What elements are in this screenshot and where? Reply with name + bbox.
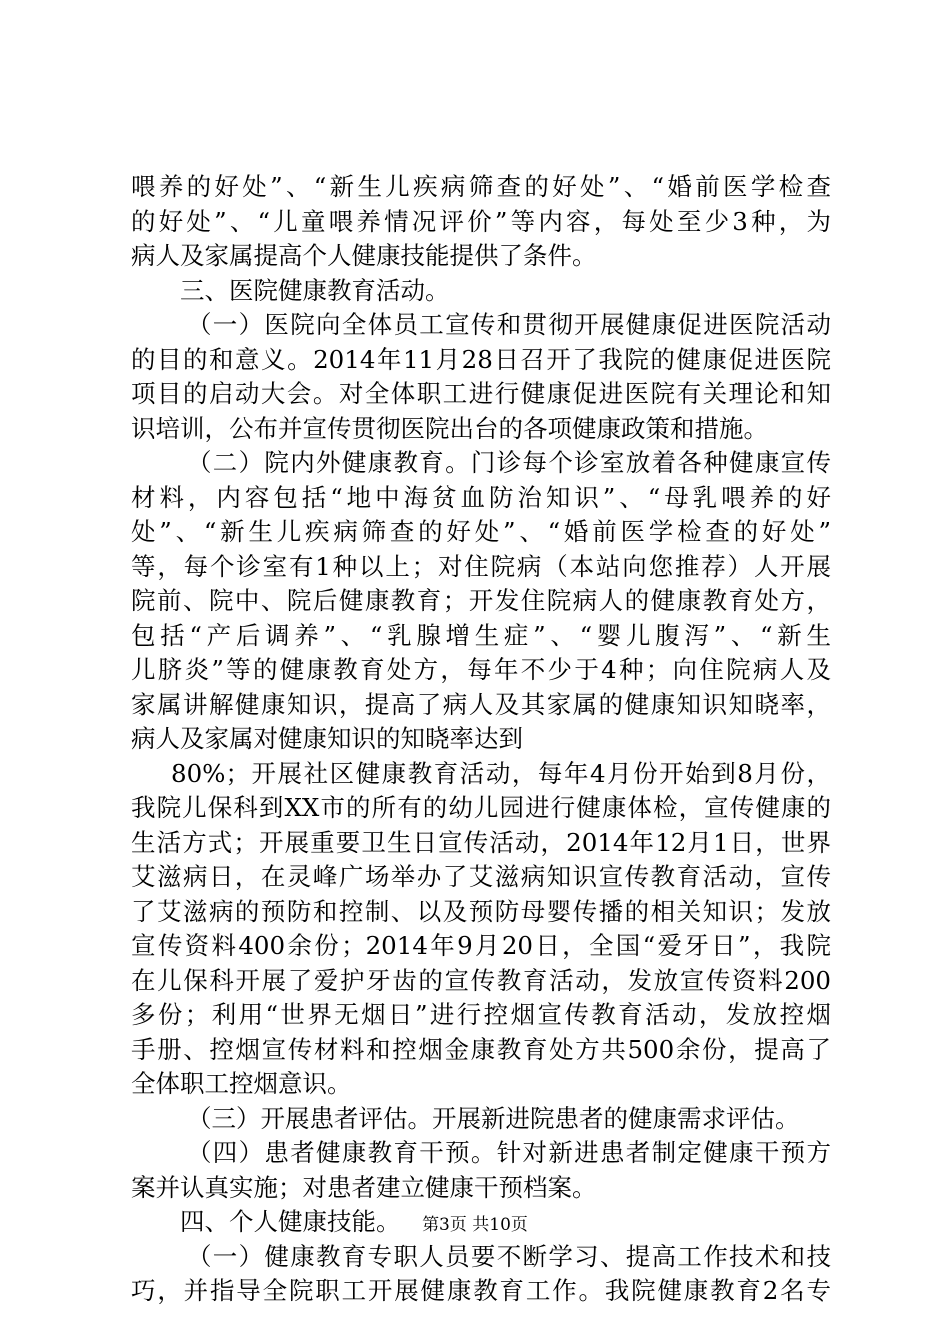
text-line: 院前、院中、院后健康教育；开发住院病人的健康教育处方，	[131, 586, 831, 615]
text-line: 我院儿保科到XX市的所有的幼儿园进行健康体检，宣传健康的	[131, 793, 831, 822]
text-line: 艾滋病日，在灵峰广场举办了艾滋病知识宣传教育活动，宣传	[131, 862, 831, 891]
paragraph-p4	[131, 757, 831, 1102]
text-line: 在儿保科开展了爱护牙齿的宣传教育活动，发放宣传资料200	[131, 965, 831, 995]
text-line: 宣传资料400余份；2014年9月20日，全国“爱牙日”，我院	[131, 931, 831, 960]
text-line: 包括“产后调养”、“乳腺增生症”、“婴儿腹泻”、“新生	[131, 620, 831, 650]
text-line: 处”、“新生儿疾病筛查的好处”、“婚前医学检查的好处”	[131, 517, 831, 546]
text-line: （一）健康教育专职人员要不断学习、提高工作技术和技	[187, 1241, 831, 1271]
text-line: （三）开展患者评估。开展新进院患者的健康需求评估。	[187, 1103, 800, 1133]
section-heading-3	[131, 274, 831, 309]
text-line: 全体职工控烟意识。	[131, 1069, 352, 1098]
text-line: 材料，内容包括“地中海贫血防治知识”、“母乳喂养的好	[131, 482, 831, 512]
text-line: 手册、控烟宣传材料和控烟金康教育处方共500余份，提高了	[131, 1034, 831, 1064]
text-line: 三、医院健康教育活动。	[180, 275, 450, 305]
text-line: 儿脐炎”等的健康教育处方，每年不少于4种；向住院病人及	[131, 655, 831, 684]
text-line: 病人及家属对健康知识的知晓率达到	[131, 724, 523, 753]
text-line: 生活方式；开展重要卫生日宣传活动，2014年12月1日，世界	[131, 827, 831, 857]
text-line: 了艾滋病的预防和控制、以及预防母婴传播的相关知识；发放	[131, 896, 831, 926]
paragraph-p6	[131, 1136, 831, 1205]
text-line: 多份；利用“世界无烟日”进行控烟宣传教育活动，发放控烟	[131, 1000, 831, 1029]
text-line: 的目的和意义。2014年11月28日召开了我院的健康促进医院	[131, 344, 831, 374]
text-line: 80%；开展社区健康教育活动，每年4月份开始到8月份，	[171, 758, 831, 788]
document-body	[131, 170, 831, 1309]
text-line: （一）医院向全体员工宣传和贯彻开展健康促进医院活动	[187, 310, 831, 339]
text-line: 的好处”、“儿童喂养情况评价”等内容，每处至少3种，为	[131, 206, 831, 236]
paragraph-p8	[131, 1240, 831, 1309]
paragraph-p0	[131, 170, 831, 274]
text-line: 喂养的好处”、“新生儿疾病筛查的好处”、“婚前医学检查	[131, 172, 831, 201]
paragraph-p2	[131, 308, 831, 446]
paragraph-p3	[131, 446, 831, 757]
text-line: （二）院内外健康教育。门诊每个诊室放着各种健康宣传	[187, 448, 831, 477]
text-line: 项目的启动大会。对全体职工进行健康促进医院有关理论和知	[131, 379, 831, 408]
page-number-footer: 第3页 共10页	[422, 1215, 528, 1235]
text-line: （四）患者健康教育干预。针对新进患者制定健康干预方	[187, 1138, 831, 1167]
text-line: 病人及家属提高个人健康技能提供了条件。	[131, 241, 597, 270]
text-line: 等，每个诊室有1种以上；对住院病（本站向您推荐）人开展	[131, 551, 831, 581]
text-line: 巧，并指导全院职工开展健康教育工作。我院健康教育2名专	[131, 1276, 831, 1305]
paragraph-p5	[131, 1102, 831, 1137]
text-line: 案并认真实施；对患者建立健康干预档案。	[131, 1172, 597, 1202]
text-line: 四、个人健康技能。	[180, 1207, 401, 1236]
text-line: 识培训，公布并宣传贯彻医院出台的各项健康政策和措施。	[131, 413, 768, 443]
text-line: 家属讲解健康知识，提高了病人及其家属的健康知识知晓率，	[131, 689, 831, 719]
